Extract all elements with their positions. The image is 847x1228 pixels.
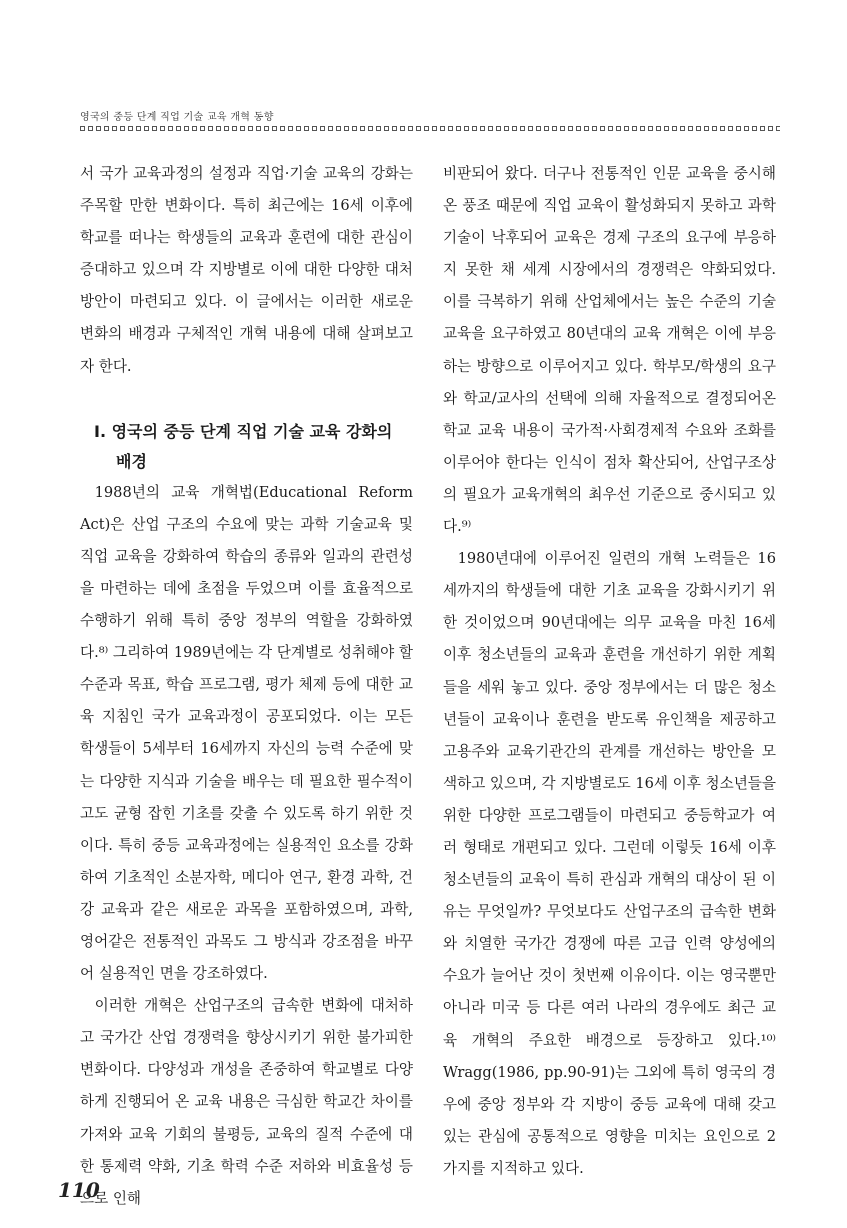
rule-dot (608, 126, 613, 131)
rule-dot (400, 126, 405, 131)
rule-dot (120, 126, 125, 131)
rule-dot (568, 126, 573, 131)
rule-dot (232, 126, 237, 131)
rule-dot (432, 126, 437, 131)
rule-dot (264, 126, 269, 131)
rule-dot (160, 126, 165, 131)
rule-dot (536, 126, 541, 131)
rule-dot (640, 126, 645, 131)
rule-dot (408, 126, 413, 131)
rule-dot (304, 126, 309, 131)
page-number: 110 (58, 1178, 100, 1202)
rule-dot (632, 126, 637, 131)
rule-dot (192, 126, 197, 131)
running-head: 영국의 중등 단계 직업 기술 교육 개혁 동향 (80, 112, 274, 123)
rule-dot (104, 126, 109, 131)
rule-dot (344, 126, 349, 131)
rule-dot (712, 126, 717, 131)
rule-dot (280, 126, 285, 131)
rule-dot (288, 126, 293, 131)
rule-dot (440, 126, 445, 131)
rule-dot (200, 126, 205, 131)
rule-dot (208, 126, 213, 131)
rule-dot (320, 126, 325, 131)
rule-dot (272, 126, 277, 131)
body-paragraph: 비판되어 왔다. 더구나 전통적인 인문 교육을 중시해 온 풍조 때문에 직업 교육이 활성화되지 못하고 과학 기술이 낙후되어 교육은 경제 구조의 요구에 부응하지 못한 채 세계 시장에서의 경쟁력은 약화되었다. 이를 극복하기 위해 산업체에서는 높은 수준의 기술 교육을 요구하였고 80년대의 교육 개혁은 이에 부응하는 방향으로 이루어지고 있다. 학부모/학생의 요구와 학교/교사의 선택에 의해 자율적으로 결정되어온 학교 교육 내용이 국가적·사회경제적 수요와 조화를 이루어야 한다는 인식이 점차 확산되어, 산업구조상의 필요가 교육개혁의 최우선 기준으로 중시되고 있다.⁹⁾ (443, 165, 776, 536)
rule-dot (112, 126, 117, 131)
rule-dot (368, 126, 373, 131)
rule-dot (776, 126, 780, 131)
rule-dot (168, 126, 173, 131)
rule-dot (560, 126, 565, 131)
rule-dot (416, 126, 421, 131)
dotted-rule (80, 126, 780, 134)
rule-dot (456, 126, 461, 131)
rule-dot (152, 126, 157, 131)
rule-dot (352, 126, 357, 131)
rule-dot (728, 126, 733, 131)
rule-dot (240, 126, 245, 131)
rule-dot (464, 126, 469, 131)
rule-dot (472, 126, 477, 131)
rule-dot (176, 126, 181, 131)
rule-dot (768, 126, 773, 131)
rule-dot (656, 126, 661, 131)
rule-dot (360, 126, 365, 131)
rule-dot (376, 126, 381, 131)
right-column (443, 158, 776, 1185)
rule-dot (720, 126, 725, 131)
body-paragraph: 1980년대에 이루어진 일련의 개혁 노력들은 16세까지의 학생들에 대한 기초 교육을 강화시키기 위한 것이었으며 90년대에는 의무 교육을 마친 16세 이후 청소년들의 교육과 훈련을 개선하기 위한 계획들을 세워 놓고 있다. 중앙 정부에서는 더 많은 청소년들이 교육이나 훈련을 받도록 유인책을 제공하고 고용주와 교육기관간의 관계를 개선하는 방안을 모색하고 있으며, 각 지방별로도 16세 이후 청소년들을 위한 다양한 프로그램들이 마련되고 중등학교가 여러 형태로 개편되고 있다. 그런데 이렇듯 16세 이후 청소년들의 교육이 특히 관심과 개혁의 대상이 된 이유는 무엇일까? 무엇보다도 산업구조의 급속한 변화와 치열한 국가간 경쟁에 따른 고급 인력 양성에의 수요가 늘어난 것이 첫번째 이유이다. 이는 영국뿐만 아니라 미국 등 다른 여러 나라의 경우에도 최근 교육 개혁의 주요한 배경으로 등장하고 있다.¹⁰⁾ Wragg(1986, pp.90-91)는 그외에 특히 영국의 경우에 중앙 정부와 각 지방이 중등 교육에 대해 갖고 있는 관심에 공통적으로 영향을 미치는 요인으로 2가지를 지적하고 있다. (443, 550, 776, 1177)
rule-dot (256, 126, 261, 131)
rule-dot (672, 126, 677, 131)
rule-dot (328, 126, 333, 131)
rule-dot (136, 126, 141, 131)
rule-dot (552, 126, 557, 131)
rule-dot (312, 126, 317, 131)
rule-dot (528, 126, 533, 131)
rule-dot (128, 126, 133, 131)
rule-dot (512, 126, 517, 131)
rule-dot (216, 126, 221, 131)
rule-dot (496, 126, 501, 131)
rule-dot (248, 126, 253, 131)
rule-dot (96, 126, 101, 131)
rule-dot (664, 126, 669, 131)
rule-dot (184, 126, 189, 131)
rule-dot (424, 126, 429, 131)
rule-dot (592, 126, 597, 131)
rule-dot (392, 126, 397, 131)
rule-dot (680, 126, 685, 131)
rule-dot (224, 126, 229, 131)
body-paragraph: 1988년의 교육 개혁법(Educational Reform Act)은 산업 구조의 수요에 맞는 과학 기술교육 및 직업 교육을 강화하여 학습의 종류와 일과의 관련성을 마련하는 데에 초점을 두었으며 이를 효율적으로 수행하기 위해 특히 중앙 정부의 역할을 강화하였다.⁸⁾ 그리하여 1989년에는 각 단계별로 성취해야 할 수준과 목표, 학습 프로그램, 평가 체제 등에 대한 교육 지침인 국가 교육과정이 공포되었다. 이는 모든 학생들이 5세부터 16세까지 자신의 능력 수준에 맞는 다양한 지식과 기술을 배우는 데 필요한 필수적이고도 균형 잡힌 기초를 갖출 수 있도록 하기 위한 것이다. 특히 중등 교육과정에는 실용적인 요소를 강화하여 기초적인 소분자학, 메디아 연구, 환경 과학, 건강 교육과 같은 새로운 과목을 포함하였으며, 과학, 영어같은 전통적인 과목도 그 방식과 강조점을 바꾸어 실용적인 면을 강조하였다. (80, 483, 413, 983)
rule-dot (696, 126, 701, 131)
rule-dot (648, 126, 653, 131)
section-heading: Ⅰ. 영국의 중등 단계 직업 기술 교육 강화의 배경 (94, 421, 393, 471)
rule-dot (88, 126, 93, 131)
rule-dot (144, 126, 149, 131)
rule-dot (296, 126, 301, 131)
rule-dot (480, 126, 485, 131)
rule-dot (384, 126, 389, 131)
rule-dot (544, 126, 549, 131)
left-column (80, 158, 413, 1215)
rule-dot (576, 126, 581, 131)
rule-dot (80, 126, 85, 131)
rule-dot (624, 126, 629, 131)
rule-dot (336, 126, 341, 131)
rule-dot (760, 126, 765, 131)
rule-dot (584, 126, 589, 131)
rule-dot (744, 126, 749, 131)
rule-dot (520, 126, 525, 131)
rule-dot (448, 126, 453, 131)
rule-dot (616, 126, 621, 131)
body-paragraph: 이러한 개혁은 산업구조의 급속한 변화에 대처하고 국가간 산업 경쟁력을 향상시키기 위한 불가피한 변화이다. 다양성과 개성을 존중하여 학교별로 다양하게 진행되어 온 교육 내용은 극심한 학교간 차이를 가져와 교육 기회의 불평등, 교육의 질적 수준에 대한 통제력 약화, 기초 학력 수준 저하와 비효율성 등으로 인해 (80, 997, 413, 1207)
rule-dot (736, 126, 741, 131)
rule-dot (704, 126, 709, 131)
rule-dot (504, 126, 509, 131)
rule-dot (752, 126, 757, 131)
rule-dot (488, 126, 493, 131)
rule-dot (600, 126, 605, 131)
rule-dot (688, 126, 693, 131)
intro-paragraph: 서 국가 교육과정의 설정과 직업·기술 교육의 강화는 주목할 만한 변화이다. 특히 최근에는 16세 이후에 학교를 떠나는 학생들의 교육과 훈련에 대한 관심이 증대하고 있으며 각 지방별로 이에 대한 다양한 대처 방안이 마련되고 있다. 이 글에서는 이러한 새로운 변화의 배경과 구체적인 개혁 내용에 대해 살펴보고자 한다. (80, 165, 413, 375)
